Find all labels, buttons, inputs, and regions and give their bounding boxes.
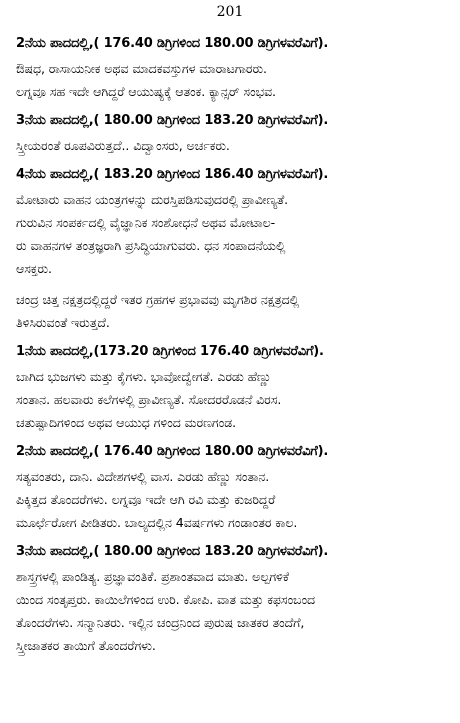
page-number: 201 — [216, 4, 244, 20]
section-heading: 1ನೆಯ ಪಾದದಲ್ಲಿ,(173.20 ಡಿಗ್ರಿಗಳಿಂದ 176.40 ಡಿಗ್ರಿಗಳವರೆವಿಗೆ). — [16, 344, 324, 359]
paragraph-line: ಬಾಗಿದ ಭುಜಗಳು ಮತ್ತು ಕೈಗಳು. ಭಾವೋದ್ವೇಗತೆ. ಎರಡು ಹೆಣ್ಣು — [16, 369, 272, 384]
paragraph-line: ಚತುಷ್ಪಾದಿಗಳಿಂದ ಅಥವ ಆಯುಧ ಗಳಿಂದ ಮರಣಗಂಡ. — [16, 415, 237, 430]
section-heading: 2ನೆಯ ಪಾದದಲ್ಲಿ,( 176.40 ಡಿಗ್ರಿಗಳಿಂದ 180.00 ಡಿಗ್ರಿಗಳವರೆವಿಗೆ). — [16, 36, 329, 51]
paragraph-line: ಸಂತಾನ. ಹಲವಾರು ಕಲೆಗಳಲ್ಲಿ ಪ್ರಾವೀಣ್ಯತೆ. ಸೋದರರೊಡನೆ ವಿರಸ. — [16, 392, 282, 407]
paragraph-line: ತೊಂದರೆಗಳು. ಸನ್ಮಾನಿತರು. ಇಲ್ಲಿನ ಚಂದ್ರನಿಂದ ಪುರುಷ ಜಾತಕರ ತಂದೆಗೆ, — [16, 615, 305, 630]
paragraph-line: ಶಾಸ್ತ್ರಗಳಲ್ಲಿ ಪಾಂಡಿತ್ಯ. ಪ್ರಜ್ಞಾವಂತಿಕೆ. ಪ್ರಶಾಂತವಾದ ಮಾತು. ಅಲ್ಪಗಳಿಕೆ — [16, 569, 289, 584]
paragraph-line: ಸ್ತ್ರೀಯರಂತೆ ರೂಪವಿರುತ್ತದೆ.. ವಿದ್ವಾಂಸರು, ಅರ್ಚಕರು. — [16, 138, 230, 153]
paragraph-line: ಲಗ್ನವೂ ಸಹ ಇದೇ ಆಗಿದ್ದರೆ ಆಯುಷ್ಯಕ್ಕೆ ಆತಂಕ. ಕ್ಯಾನ್ಸರ್ ಸಂಭವ. — [16, 84, 276, 99]
body-paragraph — [16, 365, 444, 434]
body-paragraph — [16, 57, 444, 103]
body-paragraph — [16, 134, 444, 157]
paragraph-line: ತಿಳಿಸಿರುವಂತೆ ಇರುತ್ತದೆ. — [16, 315, 110, 330]
paragraph-line: ಮೋಟಾರು ವಾಹನ ಯಂತ್ರಗಳನ್ನು ದುರಸ್ತಿಪಡಿಸುವುದರಲ್ಲಿ ಪ್ರಾವೀಣ್ಯತೆ. — [16, 192, 289, 207]
section-heading: 3ನೆಯ ಪಾದದಲ್ಲಿ,( 180.00 ಡಿಗ್ರಿಗಳಿಂದ 183.20 ಡಿಗ್ರಿಗಳವರೆವಿಗೆ). — [16, 544, 329, 559]
body-paragraph — [16, 465, 444, 534]
paragraph-line: ಔಷಧ, ರಾಸಾಯನೀಕ ಅಥವ ಮಾದಕವಸ್ತುಗಳ ಮಾರಾಟಗಾರರು. — [16, 61, 267, 76]
section-heading: 4ನೆಯ ಪಾದದಲ್ಲಿ,( 183.20 ಡಿಗ್ರಿಗಳಿಂದ 186.40 ಡಿಗ್ರಿಗಳವರೆವಿಗೆ). — [16, 167, 329, 182]
paragraph-line: ಸ್ತ್ರೀಜಾತಕರ ತಾಯಿಗೆ ತೊಂದರೆಗಳು. — [16, 638, 156, 653]
section-heading: 2ನೆಯ ಪಾದದಲ್ಲಿ,( 176.40 ಡಿಗ್ರಿಗಳಿಂದ 180.00 ಡಿಗ್ರಿಗಳವರೆವಿಗೆ). — [16, 444, 329, 459]
paragraph-line: ಗುರುವಿನ ಸಂಪರ್ಕದಲ್ಲಿ ವೈಜ್ಞಾನಿಕ ಸಂಶೋಧನೆ ಅಥವ ಮೋಟಾಲ- — [16, 215, 276, 230]
paragraph-line: ಚಂದ್ರ ಚಿತ್ತ ನಕ್ಷತ್ರದಲ್ಲಿದ್ದರೆ ಇತರ ಗ್ರಹಗಳ ಪ್ರಭಾವವು ಮೃಗಶಿರ ನಕ್ಷತ್ರದಲ್ಲಿ — [16, 292, 300, 307]
body-paragraph — [16, 188, 444, 280]
paragraph-line: ಸತ್ಯವಂತರು, ದಾನಿ. ವಿದೇಶಗಳಲ್ಲಿ ವಾಸ. ಎರಡು ಹೆಣ್ಣು ಸಂತಾನ. — [16, 469, 270, 484]
page-content — [16, 34, 444, 657]
paragraph-line: ಪಿಕ್ಕಿತ್ತದ ತೊಂದರೆಗಳು. ಲಗ್ನವೂ ಇದೇ ಆಗಿ ರವಿ ಮತ್ತು ಕುಜರಿದ್ದರೆ — [16, 492, 276, 507]
paragraph-line: ಮೂರ್ಛೆರೋಗ ಪೀಡಿತರು. ಬಾಲ್ಯದಲ್ಲಿನ 4ವರ್ಷಗಳು ಗಂಡಾಂತರ ಕಾಲ. — [16, 515, 298, 530]
paragraph-line: ಆಸಕ್ತರು. — [16, 261, 52, 276]
section-heading: 3ನೆಯ ಪಾದದಲ್ಲಿ,( 180.00 ಡಿಗ್ರಿಗಳಿಂದ 183.20 ಡಿಗ್ರಿಗಳವರೆವಿಗೆ). — [16, 113, 329, 128]
paragraph-line: ರು ವಾಹನಗಳ ತಂತ್ರಜ್ಞರಾಗಿ ಪ್ರಸಿದ್ಧಿಯಾಗುವರು. ಧನ ಸಂಪಾದನೆಯಲ್ಲಿ — [16, 238, 286, 253]
paragraph-line: ಯಿಂದ ಸಂತೃಪ್ತರು. ಕಾಯಿಲೆಗಳಿಂದ ಉರಿ. ಕೋಪಿ. ವಾತ ಮತ್ತು ಕಫಸಂಬಂದ — [16, 592, 316, 607]
body-paragraph — [16, 288, 444, 334]
body-paragraph — [16, 565, 444, 657]
